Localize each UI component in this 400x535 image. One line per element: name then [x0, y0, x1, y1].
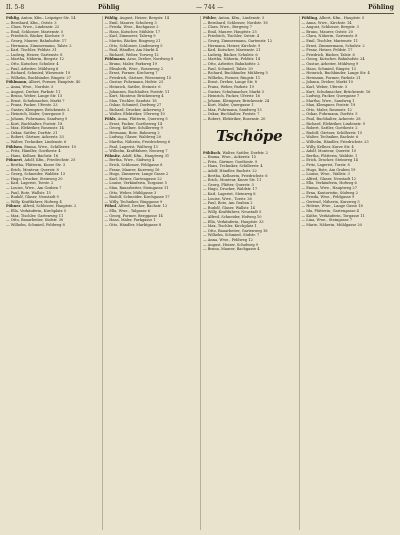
directory-entry: — Adolf, Monteur, Querstr. 10 — [301, 149, 357, 154]
directory-entry: — Erich, Schlosser, Feldgasse 8 — [104, 163, 163, 167]
directory-entry: — Ella, Verkäuferin, Kirchplatz 5 — [6, 208, 66, 213]
directory-entry: — Karl, Heizer, Gartengasse 22 — [104, 176, 162, 181]
directory-entry: — Alfred, Glaser, Neustadt 12 — [301, 176, 356, 181]
directory-entry: — Bruno, Maurer, Bachgasse 4 — [203, 247, 260, 252]
directory-entry: — Georg, Kutscher, Bahnhofstr. 24 — [301, 57, 365, 62]
directory-entry: — Richard, Elektriker, Lindenstr. 9 — [301, 121, 365, 126]
directory-entry: — Hans, Schmied, Ringstr. 13 — [301, 66, 356, 71]
directory-entry: — Georg, Maurer, Bahnhofstr. 17 — [6, 38, 67, 43]
directory-entry: — Emil, Schlosser, Marienstr. 5 — [6, 29, 64, 34]
directory-entry: — Alfred, Schneider, Hofweg 10 — [203, 214, 262, 219]
directory-entry: — Ludwig, Packer, Quergasse 7 — [301, 94, 360, 99]
directory-entry: — Karl, Lagerist, Steinweg 8 — [203, 192, 256, 196]
directory-entry: Pöhnitz, Adolf, Kfm., Hauptweg 31 — [104, 153, 170, 158]
directory-entry: — Emil, Maurer, Schulweg 3 — [104, 20, 157, 25]
directory-entry: — Georg, Former, Berggasse 14 — [104, 213, 163, 218]
directory-entry: — Martha, Näherin, Friedrichweg 6 — [104, 140, 171, 145]
directory-entry: — Martha, Näherin, Bergstr. 12 — [6, 57, 64, 62]
directory-entry: — Willy, Kraftfahrer, Neustadt 5 — [203, 210, 262, 215]
directory-entry: — Hugo, Bote, Am Graben 19 — [301, 167, 356, 172]
directory-entry: Pöhnl, Alfred, Dreher, Bachstr. 12 — [104, 204, 168, 209]
directory-entry: — Wilhelm, Händler, Friedrichstr. 23 — [301, 140, 369, 145]
page-number: — 744 — — [196, 4, 224, 11]
directory-entry: — Ludwig, Heizer, Gartenstr. 8 — [6, 52, 63, 57]
directory-entry: — Elisabeth, Wwe., Rosenweg 2 — [104, 66, 164, 71]
directory-entry: — Heinrich, Maler, Quergasse 5 — [6, 112, 65, 117]
directory-entry: — Otto, Maler, Rosenstr. 12 — [301, 107, 352, 112]
directory-entry: — Hermann, Former, Parkstr. 21 — [301, 75, 361, 80]
directory-entry: — Walter, Elektriker, Uferweg 10 — [104, 112, 165, 117]
directory-entry: Pöhlmann, Albert, Former, Hauptstr. 40 — [6, 80, 81, 85]
directory-entry: — Paul, Schmied, Talstr. 30 — [203, 66, 253, 71]
directory-entry: — Otto, Händler, Marktgasse 8 — [104, 222, 162, 227]
directory-entry: Pöhlsen, Emma, Wwe., Schillerstr. 10 — [6, 144, 76, 149]
directory-entry: — Georg, Zimmermann, Gartenstr. 12 — [203, 38, 273, 43]
directory-entry: — Walter, Techniker, Bachstr. 6 — [301, 135, 359, 140]
directory-entry: — Ludwig, Bäcker, Schulstr. 6 — [203, 52, 258, 57]
directory-entry: — Franz, Weber, Parkstr. 19 — [203, 84, 254, 89]
directory-entry: — Gustav, Fuhrmann, Hofstr. 23 — [104, 80, 164, 85]
directory-entry: — Richard, Buchbinder, Mühlweg 5 — [203, 71, 268, 76]
directory-entry: — Max, Tischler, Sandstr. 18 — [104, 98, 157, 103]
directory-entry: — Max, Klempner, Poststr. 19 — [301, 103, 356, 108]
directory-entry: — Anna, Wwe., Feldweg 12 — [203, 237, 253, 242]
directory-entry: — Franz, Packer, Uferstr. 23 — [6, 103, 58, 108]
page-section-label: II. 5-8 — [6, 4, 25, 11]
directory-entry: — Frieda, Wwe., Bachgasse 2 — [104, 25, 159, 30]
directory-entry: — Anna, Wwe., Kirchstr. 14 — [301, 20, 352, 25]
directory-entry: — Hermann, Heizer, Kirchstr. 9 — [203, 43, 261, 48]
directory-entry: — Hugo, Zimmerer, Lange Gasse 2 — [104, 172, 169, 177]
directory-entry: — Clara, Wwe., Bergweg 7 — [203, 25, 252, 30]
directory-entry: — Otto, Bauarbeiter, Südstr. 30 — [6, 218, 64, 223]
directory-entry: — Emil, Maurer, Hauptstr. 25 — [203, 29, 257, 34]
column-2 — [102, 16, 198, 530]
directory-entry: — Rudolf, Glaser, Wallstr. 14 — [203, 205, 255, 210]
directory-entry: — Helene, Wwe., Lange Gasse 18 — [301, 204, 363, 209]
directory-entry: — Heinrich, Packer, Uferstr. 16 — [203, 94, 260, 99]
directory-entry: — August, Dreher, Parkstr. 11 — [6, 89, 61, 94]
directory-entry: — Ida, Plätterin, Gartengasse 4 — [301, 208, 359, 213]
column-3-entries-top — [203, 16, 296, 122]
directory-entry: — Robert, Elektriker, Rosenstr. 20 — [203, 117, 266, 122]
directory-entry: — Max, Tischler, Kirchplatz 1 — [203, 224, 257, 229]
directory-entry: — Johann, Dreher, Markt 10 — [301, 80, 353, 85]
directory-entry: — Georg, Kellner, Schillerweg 9 — [104, 126, 163, 131]
directory-entry: — Gertrud, Näherin, Kurzweg 5 — [301, 199, 360, 204]
directory-entry: — Erich, Monteur, Querstr. 8 — [6, 167, 59, 172]
directory-entry: — Martin, Bäcker, Ringweg 21 — [104, 38, 161, 43]
directory-entry: — Robert, Sattler, Goethestr. 2 — [301, 126, 358, 131]
directory-entry: — Rudolf, Gärtner, Schillerstr. 15 — [301, 130, 363, 135]
directory-entry: — Erich, Drucker, Steinweg 14 — [301, 158, 358, 163]
directory-entry: — Ernst, Former, Kirchweg 7 — [104, 71, 158, 76]
directory-entry: — Hugo, Drucker, Waldstr. 17 — [203, 187, 258, 192]
directory-entry: — Hans, Maler, Parkgasse 1 — [104, 218, 156, 223]
directory-entry: — Bertha, Plätterin, Kurze Str. 3 — [6, 163, 66, 167]
directory-entry: — Louise, Wwe., Wallstr. 3 — [301, 172, 350, 177]
directory-entry: — Karl, Zimmerer, Talweg 9 — [104, 34, 156, 39]
directory-entry: — Ella, Verkäuferin, Hauptstr. 33 — [203, 219, 264, 224]
directory-entry: Pöhling, Albert, Kfm., Hauptstr. 5 — [301, 16, 365, 20]
directory-entry: — Franz, Heizer, Feldstr. 17 — [301, 48, 353, 53]
directory-entry: — Emma, Wwe., Hauptweg 27 — [301, 185, 357, 190]
directory-entry: — Ernst, Dreher, Lange Str. 8 — [203, 80, 257, 85]
directory-entry: — Hugo, Drucker, Steinweg 20 — [6, 176, 63, 181]
directory-entry: — Otto, Kutscher, Schulstr. 4 — [6, 61, 59, 66]
directory-entry: — Friedrich, Bäcker, Kirchstr. 9 — [6, 34, 64, 39]
directory-entry: — Johannes, Buchhalter, Poststr. 11 — [104, 89, 170, 94]
directory-entry: — Bertha, Kellnerin, Friedrichstr. 6 — [203, 173, 268, 178]
directory-entry: — Bruno, Maurer, Oststr. 20 — [301, 29, 353, 34]
directory-entry: — Karl, Kutscher, Marienstr. 21 — [203, 48, 261, 53]
page-header — [6, 3, 394, 13]
directory-entry: — Emma, Wwe., Ackerstr. 15 — [203, 155, 257, 160]
directory-entry: — Kurt, Buchhalter, Poststr. 18 — [6, 121, 63, 126]
directory-entry: — Richard, Schmied, Wiesenstr. 19 — [6, 71, 71, 76]
directory-entry: Pöhlig, Anton, Kfm., Leipziger Str. 14 — [6, 16, 76, 20]
directory-entry: — Paul, Bote, Am Graben 2 — [203, 201, 253, 206]
directory-entry: — Marie, Näherin, Mühlgasse 20 — [301, 222, 362, 227]
directory-entry: — Wilhelm, Buchbinder, Ringstr. 27 — [6, 75, 71, 80]
header-rule — [6, 13, 394, 14]
column-1 — [6, 16, 99, 530]
directory-entry: — Lina, Wwe., Steingasse 7 — [301, 218, 353, 223]
directory-entry: — Paul, Händler, Am Markt 4 — [104, 48, 158, 53]
directory-entry: — Ella, Verkäuferin, Hofweg 6 — [301, 181, 357, 186]
directory-entry: — Kurt, Maler, Quergasse 1 — [203, 103, 254, 108]
directory-entry: — Johann, Klempner, Brückenstr. 24 — [203, 98, 270, 103]
directory-entry: — Otto, Schlosser, Lindenweg 5 — [104, 43, 163, 48]
directory-entry: — Kurt, Schuhmacher, Brückenstr. 16 — [301, 89, 371, 94]
directory-entry: — Otto, Bauarbeiter, Gartenweg 18 — [203, 228, 268, 233]
directory-entry: — Johann, Fuhrmann, Sandweg 9 — [6, 117, 68, 122]
directory-entry: — Ludwig, Glaser, Waldweg 20 — [104, 135, 161, 140]
directory-entry: — Paul, Bote, Wallstr. 15 — [6, 190, 51, 195]
directory-entry: — Friedrich, Tischler, Oststr. 4 — [203, 34, 260, 39]
directory-entry: — Robert, Gärtner, Ackerstr. 33 — [6, 135, 64, 140]
directory-entry: — Wilhelm, Schmied, Feldweg 8 — [6, 222, 65, 227]
directory-entry: — Anna, Wwe., Nordstr. 3 — [6, 84, 54, 89]
directory-entry: — August, Schlosser, Bergstr. 3 — [301, 25, 359, 30]
directory-entry: — Karl, Weber, Uferstr. 3 — [301, 84, 348, 89]
directory-entry: — Paul, Arbeiter, Mühlweg 6 — [6, 66, 59, 71]
directory-entry: — Martha, Wwe., Sandweg 1 — [301, 98, 355, 103]
directory-entry: Pöhlmann, Arno, Dreher, Nordweg 8 — [104, 57, 174, 62]
directory-entry: — Fritz, Gärtner, Goethestr. 9 — [203, 159, 258, 164]
directory-entry: Pöhlig, August, Heizer, Bergstr. 14 — [104, 16, 170, 20]
directory-entry: — Friedrich, Bäcker, Talstr. 6 — [301, 52, 355, 57]
directory-entry: — Gustav, Klempner, Brückenstr. 2 — [6, 107, 70, 112]
directory-entry: — Karl, Lagerist, Torstr. 2 — [6, 181, 54, 186]
directory-entry: — Bertha, Wwe., Südweg 4 — [104, 158, 155, 163]
directory-entry: — Friedrich, Gärtner, Wiesenweg 15 — [104, 75, 172, 80]
directory-entry: — Georg, Plätter, Querstr. 3 — [203, 182, 254, 187]
directory-entry: — Ernst, Schuhmacher, Markt 7 — [6, 98, 65, 103]
directory-entry: — Richard, Drucker, Ackerweg 3 — [104, 107, 165, 112]
directory-entry: — Clara, Näherin, Gartenstr. 8 — [301, 34, 358, 39]
directory-entry: — Wilhelm, Former, Ringstr. 11 — [203, 75, 261, 80]
header-name-left: Pöhlig — [98, 4, 120, 11]
directory-entry: — Oskar, Fuhrmann, Dorfstr. 5 — [301, 112, 358, 117]
directory-entry: — Max, Bauarbeiter, Steingasse 11 — [104, 185, 169, 190]
directory-entry: — Käthe, Verkäuferin, Torgasse 11 — [301, 213, 365, 218]
directory-entry: — Paul, Buchhalter, Ackerstr. 28 — [301, 117, 361, 122]
directory-entry: — Richard, Weber, Torweg 12 — [104, 52, 159, 57]
directory-entry: — Willy, Techniker, Ringgasse 9 — [104, 199, 163, 204]
directory-entry: — Hans, Techniker, Schillerstr. 4 — [203, 164, 263, 169]
directory-entry: — Heinrich, Sattler, Steinstr. 6 — [104, 84, 161, 89]
directory-entry: — Frieda, Wwe., Feldgasse 9 — [301, 195, 355, 200]
directory-entry: — Willy, Kraftfahrer, Hofweg 4 — [6, 199, 62, 204]
directory-entry: — Ernst, Packer, Goetheweg 14 — [104, 121, 163, 126]
directory-entry: — Georg, Schneider, Waldstr. 13 — [6, 172, 66, 177]
directory-entry: — Martha, Näherin, Feldstr. 14 — [203, 57, 260, 62]
directory-entry: Pöhler, Anton, Kfm., Lindenstr. 3 — [203, 16, 265, 20]
header-name-right: Pöhling — [368, 4, 394, 11]
directory-entry: — Louise, Verkäuferin, Torgasse 5 — [104, 181, 167, 186]
directory-entry: — Otto, Arbeiter, Bahnhofstr. 2 — [203, 61, 260, 66]
directory-entry: — Hans, Kutscher, Mühlstr. 17 — [104, 29, 161, 34]
directory-entry: — Otto, Weber, Mühlgasse 3 — [104, 190, 157, 195]
directory-entry: — Ella, Wwe., Talgasse 6 — [104, 208, 151, 213]
directory-entry: — Ernst, Zimmermann, Schulstr. 2 — [301, 43, 365, 48]
directory-entry: — Willy, Kellner, Kurze Str. 4 — [301, 144, 354, 149]
directory-entry: Pöhnert, Adolf, Kfm., Friedrichstr. 25 — [6, 158, 76, 163]
directory-entry: — August, Heizer, Schulweg 9 — [203, 242, 259, 247]
directory-entry: — Oskar, Schmied, Dorfweg 27 — [104, 103, 162, 108]
directory-columns — [6, 16, 394, 530]
directory-entry: — Hermann, Zimmermann, Talstr. 2 — [6, 43, 72, 48]
directory-entry: — Gustav, Schuhmacher, Markt 3 — [203, 89, 264, 94]
directory-entry: Pöhls, Anna, Plätterin, Querweg 5 — [104, 117, 168, 122]
directory-entry: — Hans, Kellner, Bachstr. 16 — [6, 153, 59, 158]
advertisement-logo: Tschöpe — [216, 126, 283, 145]
directory-entry: — Wilhelm, Kraftfahrer, Neuweg 7 — [104, 149, 168, 154]
column-4 — [299, 16, 395, 530]
directory-entry: — Louise, Wwe., Torstr. 26 — [203, 196, 252, 201]
directory-entry: — Adolf, Händler, Bachstr. 22 — [203, 169, 257, 174]
directory-entry: — Max, Tischler, Gartenweg 11 — [6, 213, 64, 218]
directory-entry: — Erich, Monteur, Kurze Str. 11 — [203, 178, 262, 183]
directory-entry: — Max, Fuhrmann, Sandweg 13 — [203, 107, 262, 112]
directory-entry: Pöhlisch, Walter, Sattler, Dorfstr. 2 — [203, 150, 268, 155]
directory-entry: — Bernhard, Schlosser, Nordstr. 18 — [203, 20, 268, 25]
directory-entry: — Max, Elektriker, Rosenstr. 14 — [6, 126, 64, 131]
directory-entry: — Rudolf, Glaser, Neustadt 9 — [6, 195, 59, 200]
column-3 — [200, 16, 296, 530]
directory-entry: — Bruno, Weber, Lange Str. 15 — [6, 94, 63, 99]
directory-entry: — Bruno, Maler, Parkweg 19 — [104, 61, 157, 66]
directory-entry: — Erna, Kontoristin, Südweg 2 — [301, 190, 358, 195]
directory-entry: — Emil, Tischler, Marienstr. 11 — [301, 38, 359, 43]
directory-entry: — Heinrich, Buchbinder, Lange Str. 4 — [301, 71, 370, 76]
directory-entry: — Bertha, Plätterin, Waldstr. 1 — [301, 153, 358, 158]
directory-entry: — Gustav, Arbeiter, Mühlweg 9 — [301, 61, 359, 66]
directory-entry: — Paul, Lagerist, Wallweg 13 — [104, 144, 158, 149]
directory-entry: — Fritz, Lagerist, Torstr. 8 — [301, 163, 350, 167]
directory-entry: — Clara, Wwe., Lindenstr. 22 — [6, 25, 60, 30]
directory-entry: — Wilhelm, Schmied, Südstr. 7 — [203, 233, 260, 238]
directory-entry: — Kurt, Monteur, Brückenweg 4 — [104, 94, 164, 99]
directory-entry: — Fritz, Händler, Goethestr. 4 — [6, 149, 61, 154]
directory-entry: — Louise, Wwe., Am Graben 7 — [6, 185, 62, 190]
directory-entry: — Hermann, Bote, Bahnweg 2 — [104, 130, 160, 135]
directory-entry: — Oskar, Buchhalter, Poststr. 7 — [203, 112, 260, 117]
directory-entry: — Franz, Maurer, Kurzweg 16 — [104, 167, 160, 172]
directory-entry: — Walter, Techniker, Lindenstr. 6 — [6, 140, 67, 145]
column-3-entries-bottom — [203, 151, 296, 252]
directory-entry: Pöhner, Alfred, Schlosser, Hauptstr. 2 — [6, 204, 77, 209]
directory-entry: — Oskar, Sattler, Dorfstr. 21 — [6, 130, 58, 135]
directory-entry: — Bernhard, Kfm., Oststr. 3 — [6, 20, 57, 25]
directory-entry: — Rudolf, Schneider, Kirchgasse 17 — [104, 195, 170, 200]
directory-entry: — Karl, Tischler, Feldstr. 31 — [6, 48, 57, 53]
